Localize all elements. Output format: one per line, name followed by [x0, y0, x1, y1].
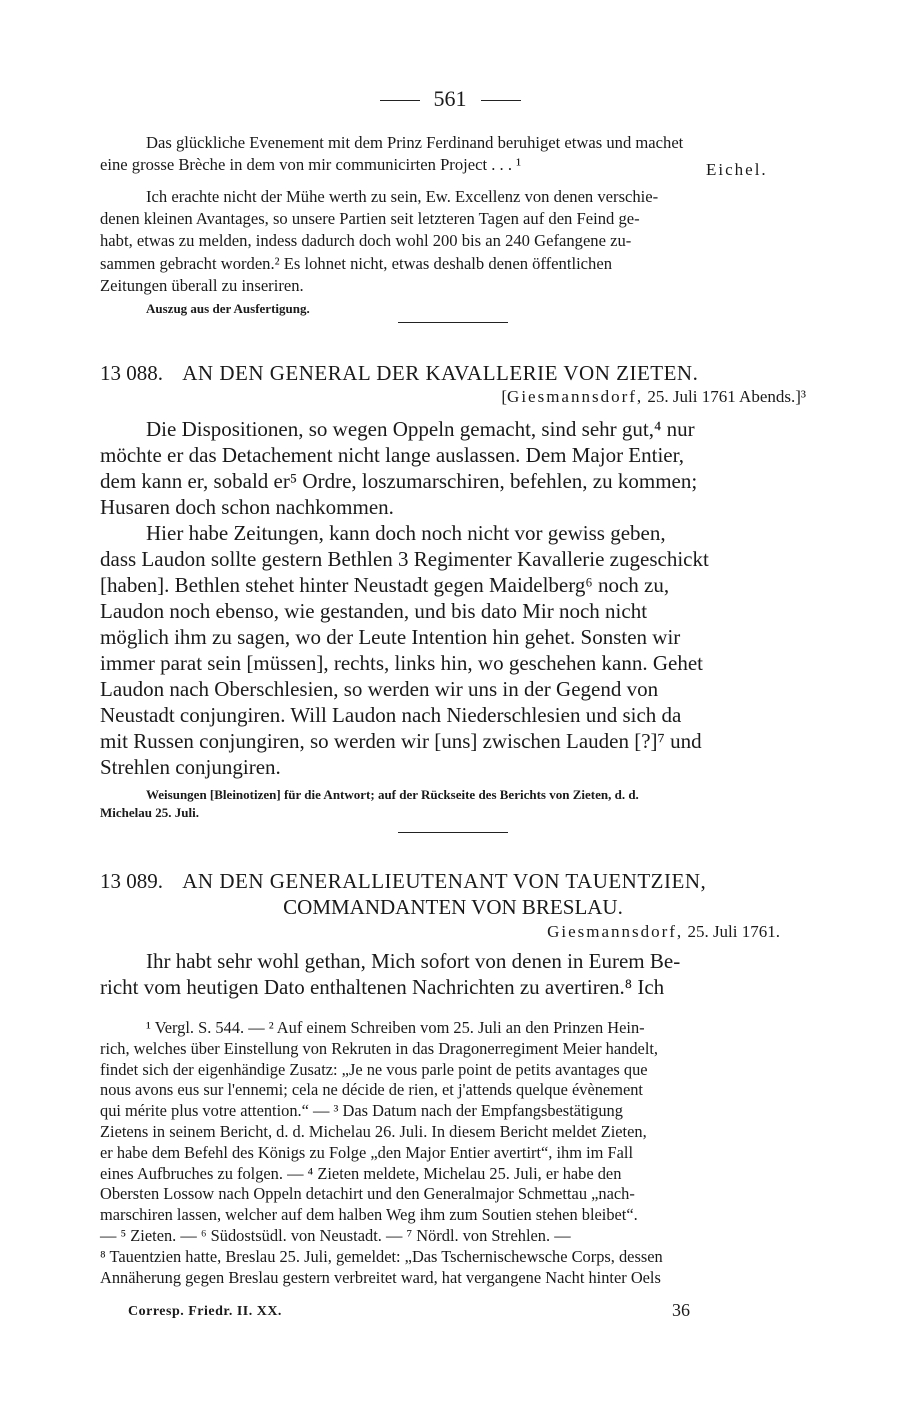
- page-number-text: 561: [433, 86, 467, 111]
- date: 25. Juli 1761.: [687, 922, 780, 941]
- footnote-line: qui mérite plus votre attention.“ — ³ Das Datum nach der Empfangsbestätigung: [100, 1101, 623, 1121]
- letter-13088-note: [100, 786, 808, 821]
- text-line: immer parat sein [müssen], rechts, links hin, wo geschehen kann. Gehet: [100, 651, 704, 675]
- text-line: Michelau 25. Juli.: [100, 804, 199, 820]
- text-line: habt, etwas zu melden, indess dadurch doch wohl 200 bis an 240 Gefangene zu-: [100, 231, 632, 251]
- text-line: Ihr habt sehr wohl gethan, Mich sofort von denen in Eurem Be-: [146, 949, 681, 973]
- footnote-line: er habe dem Befehl des Königs zu Folge „den Major Entier avertirt“, ihm im Fall: [100, 1142, 633, 1162]
- text-line: Laudon noch ebenso, wie gestanden, und bis dato Mir noch nicht: [100, 599, 648, 623]
- text-line: Ich erachte nicht der Mühe werth zu sein, Ew. Excellenz von denen verschie-: [146, 187, 659, 206]
- text-line: Laudon nach Oberschlesien, so werden wir uns in der Gegend von: [100, 677, 659, 701]
- page-number-rule-left: [380, 100, 420, 101]
- opening-paragraph-line2: [100, 154, 700, 176]
- text-line: möglich ihm zu sagen, wo der Leute Intention hin gehet. Sonsten wir: [100, 625, 681, 649]
- text-line: Neustadt conjungiren. Will Laudon nach Niederschlesien und sich da: [100, 703, 682, 727]
- footnote-line: eines Aufbruches zu folgen. — ⁴ Zieten meldete, Michelau 25. Juli, er habe den: [100, 1163, 622, 1183]
- text-line: denen kleinen Avantages, so unsere Partien seit letzteren Tagen auf den Feind ge-: [100, 209, 640, 229]
- signature-eichel: Eichel.: [706, 160, 768, 179]
- running-title: Corresp. Friedr. II. XX.: [128, 1304, 282, 1319]
- text-line: dem kann er, sobald er⁵ Ordre, loszumarschiren, befehlen, zu kommen;: [100, 469, 698, 493]
- letter-13089-body: [100, 948, 806, 1000]
- footnote-line: findet sich der eigenhändige Zusatz: „Je ne vous parle point de petits avantages que: [100, 1059, 648, 1079]
- letter-13089-title-line2: COMMANDANTEN VON BRESLAU.: [283, 895, 623, 919]
- footnote-line: marschiren lassen, welcher auf dem halben Weg ihm zum Soutien stehen bleibet“.: [100, 1205, 638, 1225]
- page-number-rule-right: [481, 100, 521, 101]
- text-line: dass Laudon sollte gestern Bethlen 3 Regimenter Kavallerie zugeschickt: [100, 547, 709, 571]
- source-note-1: Auszug aus der Ausfertigung.: [146, 301, 310, 316]
- text-line: mit Russen conjungiren, so werden wir [uns] zwischen Lauden [?]⁷ und: [100, 729, 702, 753]
- footnote-line: rich, welches über Einstellung von Rekruten in das Dragonerregiment Meier handelt,: [100, 1038, 659, 1058]
- letter-13089-heading: [100, 868, 806, 894]
- place: Giesmannsdorf,: [507, 387, 644, 406]
- text-line: Weisungen [Bleinotizen] für die Antwort; auf der Rückseite des Berichts von Zieten, d. d.: [146, 787, 639, 802]
- opening-paragraph: [146, 132, 806, 154]
- signature-mark: 36: [672, 1300, 690, 1320]
- text-line: Husaren doch schon nachkommen.: [100, 495, 394, 519]
- letter-title: AN DEN GENERAL DER KAVALLERIE VON ZIETEN.: [182, 361, 699, 385]
- footnote-line: Obersten Lossow nach Oppeln detachirt und den Generalmajor Schmettau „nach-: [100, 1184, 635, 1204]
- footnote-line: ¹ Vergl. S. 544. — ² Auf einem Schreiben vom 25. Juli an den Prinzen Hein-: [146, 1018, 645, 1037]
- place: Giesmannsdorf,: [547, 922, 684, 941]
- letter-number: 13 089.: [100, 869, 163, 893]
- letter-13088-dateline: [380, 387, 806, 407]
- text-line: Die Dispositionen, so wegen Oppeln gemacht, sind sehr gut,⁴ nur: [146, 417, 695, 441]
- text-line: Hier habe Zeitungen, kann doch noch nicht vor gewiss geben,: [146, 521, 666, 545]
- footnote-line: nous avons eus sur l'ennemi; cela ne décide de rien, et j'attends quelque évènement: [100, 1080, 643, 1100]
- date: 25. Juli 1761 Abends.]³: [647, 387, 806, 406]
- paragraph-avantages: [100, 186, 806, 297]
- letter-13089-dateline: [380, 922, 780, 942]
- bracket-open: [: [501, 387, 508, 406]
- page-number: [0, 86, 900, 112]
- text-line: sammen gebracht worden.² Es lohnet nicht, etwas deshalb denen öffentlichen: [100, 253, 612, 273]
- text-line: Das glückliche Evenement mit dem Prinz Ferdinand beruhiget etwas und machet: [146, 133, 684, 152]
- letter-13088-body: [100, 416, 806, 780]
- text-line: [haben]. Bethlen stehet hinter Neustadt gegen Maidelberg⁶ noch zu,: [100, 573, 670, 597]
- text-line: möchte er das Detachement nicht lange auslassen. Dem Major Entier,: [100, 443, 685, 467]
- letter-title-line1: AN DEN GENERALLIEUTENANT VON TAUENTZIEN,: [182, 869, 707, 893]
- text-line: Zeitungen überall zu inseriren.: [100, 275, 304, 295]
- footnote-line: ⁸ Tauentzien hatte, Breslau 25. Juli, gemeldet: „Das Tschernischewsche Corps, dessen: [100, 1246, 663, 1266]
- section-divider: [398, 832, 508, 833]
- letter-number: 13 088.: [100, 361, 163, 385]
- text-line: richt vom heutigen Dato enthaltenen Nachrichten zu avertiren.⁸ Ich: [100, 975, 665, 999]
- footnote-line: Annäherung gegen Breslau gestern verbreitet ward, hat vergangene Nacht hinter Oels: [100, 1267, 661, 1287]
- text-line: Strehlen conjungiren.: [100, 755, 281, 779]
- footnote-line: — ⁵ Zieten. — ⁶ Südostsüdl. von Neustadt. — ⁷ Nördl. von Strehlen. —: [100, 1225, 571, 1245]
- section-divider: [398, 322, 508, 323]
- footnote-line: Zietens in seinem Bericht, d. d. Michelau 26. Juli. In diesem Bericht meldet Zieten,: [100, 1121, 647, 1141]
- footnotes: [100, 1018, 806, 1288]
- letter-13088-heading: [100, 360, 806, 386]
- text-line: eine grosse Brèche in dem von mir communicirten Project . . . ¹: [100, 155, 522, 174]
